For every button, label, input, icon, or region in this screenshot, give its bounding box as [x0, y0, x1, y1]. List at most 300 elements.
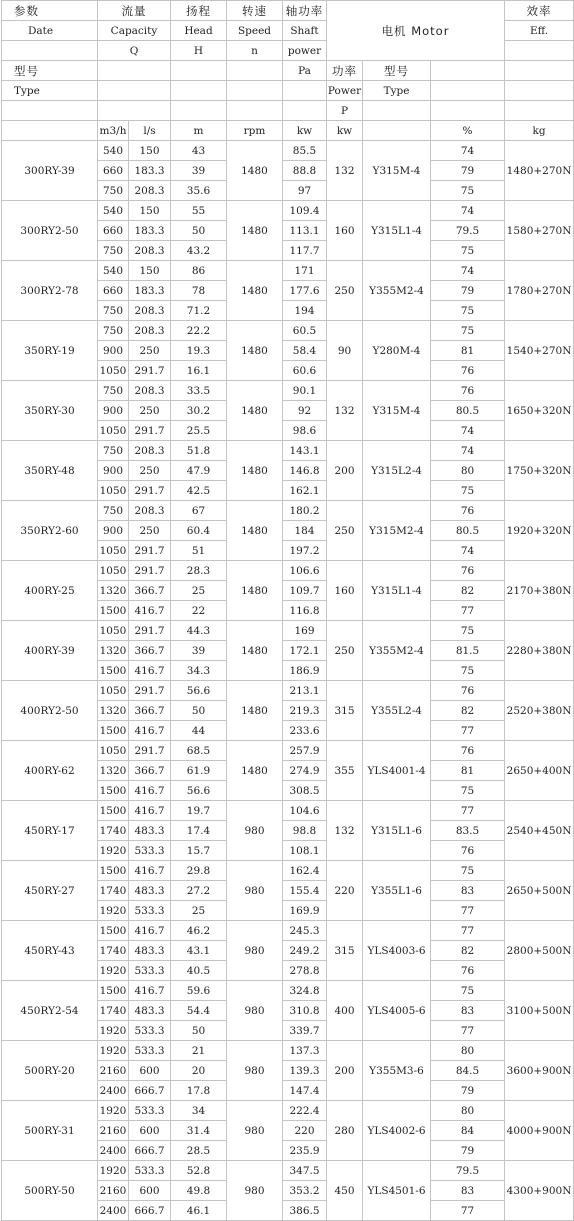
eff-en-header: Eff. — [505, 21, 574, 41]
shaft-power-cell: 386.5 — [283, 1201, 327, 1221]
efficiency-cell: 80 — [431, 1041, 505, 1061]
efficiency-cell: 74 — [431, 441, 505, 461]
flow-m3h-cell: 540 — [98, 201, 129, 221]
shaft-power-cell: 177.6 — [283, 281, 327, 301]
weight-cell: 1780+270N — [505, 261, 574, 321]
pump-model-cell: 300RY2-50 — [2, 201, 98, 261]
efficiency-cell: 76 — [431, 501, 505, 521]
blank-cell — [227, 61, 283, 81]
motor-type-cell: Y280M-4 — [363, 321, 431, 381]
motor-power-cell: 90 — [327, 321, 363, 381]
shaft-power-cell: 310.8 — [283, 1001, 327, 1021]
head-cell: 15.7 — [171, 841, 227, 861]
blank-cell — [431, 81, 505, 101]
motor-type-cell: Y315L1-6 — [363, 801, 431, 861]
flow-m3h-cell: 540 — [98, 141, 129, 161]
flow-ls-cell: 150 — [129, 201, 171, 221]
flow-ls-cell: 416.7 — [129, 921, 171, 941]
efficiency-cell: 74 — [431, 541, 505, 561]
blank-cell — [2, 101, 98, 121]
pump-model-cell: 450RY2-54 — [2, 981, 98, 1041]
head-cell: 44.3 — [171, 621, 227, 641]
power-cn-header: 功率 — [327, 61, 363, 81]
unit-kg: kg — [505, 121, 574, 141]
speed-cell: 980 — [227, 801, 283, 861]
efficiency-cell: 83 — [431, 881, 505, 901]
head-cell: 27.2 — [171, 881, 227, 901]
flow-ls-cell: 533.3 — [129, 961, 171, 981]
capacity-en-header: Capacity — [98, 21, 171, 41]
efficiency-cell: 79 — [431, 1141, 505, 1161]
motor-type-cell: Y355M3-6 — [363, 1041, 431, 1101]
weight-cell: 3600+900N — [505, 1041, 574, 1101]
efficiency-cell: 82 — [431, 581, 505, 601]
flow-m3h-cell: 1500 — [98, 801, 129, 821]
efficiency-cell: 81.5 — [431, 641, 505, 661]
blank-cell — [227, 81, 283, 101]
efficiency-cell: 75 — [431, 321, 505, 341]
speed-cell: 1480 — [227, 381, 283, 441]
head-cell: 39 — [171, 641, 227, 661]
shaft-power-cell: 98.6 — [283, 421, 327, 441]
unit-m3h: m3/h — [98, 121, 129, 141]
head-cell: 50 — [171, 1021, 227, 1041]
flow-ls-cell: 666.7 — [129, 1081, 171, 1101]
shaft-power-cell: 147.4 — [283, 1081, 327, 1101]
blank-cell — [98, 101, 171, 121]
flow-ls-cell: 416.7 — [129, 601, 171, 621]
speed-cell: 1480 — [227, 681, 283, 741]
flow-ls-cell: 291.7 — [129, 561, 171, 581]
speed-cell: 980 — [227, 1041, 283, 1101]
efficiency-cell: 76 — [431, 741, 505, 761]
flow-m3h-cell: 1500 — [98, 661, 129, 681]
table-row — [2, 981, 574, 1001]
head-cell: 71.2 — [171, 301, 227, 321]
weight-cell: 2280+380N — [505, 621, 574, 681]
shaft-power-cell: 197.2 — [283, 541, 327, 561]
weight-cell: 2170+380N — [505, 561, 574, 621]
flow-m3h-cell: 1050 — [98, 741, 129, 761]
table-row — [2, 1161, 574, 1181]
efficiency-cell: 74 — [431, 201, 505, 221]
speed-cn-header: 转速 — [227, 1, 283, 21]
flow-m3h-cell: 1740 — [98, 821, 129, 841]
flow-ls-cell: 150 — [129, 141, 171, 161]
flow-ls-cell: 666.7 — [129, 1201, 171, 1221]
flow-m3h-cell: 1920 — [98, 841, 129, 861]
blank-cell — [505, 61, 574, 81]
speed-cell: 980 — [227, 921, 283, 981]
flow-m3h-cell: 1320 — [98, 761, 129, 781]
flow-m3h-cell: 1500 — [98, 981, 129, 1001]
table-row — [2, 801, 574, 821]
table-row — [2, 741, 574, 761]
shaft-power-cell: 60.6 — [283, 361, 327, 381]
head-cell: 22 — [171, 601, 227, 621]
shaft-power-cell: 117.7 — [283, 241, 327, 261]
head-cell: 56.6 — [171, 681, 227, 701]
head-cell: 54.4 — [171, 1001, 227, 1021]
motor-power-cell: 132 — [327, 801, 363, 861]
motor-type-cell: Y315L1-4 — [363, 561, 431, 621]
efficiency-cell: 75 — [431, 301, 505, 321]
flow-ls-cell: 208.3 — [129, 181, 171, 201]
motor-type-cell: YLS4001-4 — [363, 741, 431, 801]
speed-cell: 980 — [227, 861, 283, 921]
power-en-header: Power — [327, 81, 363, 101]
date-en-header: Date — [2, 21, 98, 41]
head-cell: 49.8 — [171, 1181, 227, 1201]
flow-cn-header: 流量 — [98, 1, 171, 21]
flow-ls-cell: 183.3 — [129, 161, 171, 181]
pump-model-cell: 400RY-25 — [2, 561, 98, 621]
shaft-power-cell: 186.9 — [283, 661, 327, 681]
pump-model-cell: 500RY-31 — [2, 1101, 98, 1161]
table-row — [2, 261, 574, 281]
flow-m3h-cell: 660 — [98, 221, 129, 241]
motor-type-cell: Y315M2-4 — [363, 501, 431, 561]
weight-cell: 1540+270N — [505, 321, 574, 381]
shaft-power-cell: 109.4 — [283, 201, 327, 221]
head-cn-header: 扬程 — [171, 1, 227, 21]
eff-cn-header: 效率 — [505, 1, 574, 21]
flow-ls-cell: 208.3 — [129, 301, 171, 321]
head-cell: 17.8 — [171, 1081, 227, 1101]
head-cell: 17.4 — [171, 821, 227, 841]
flow-m3h-cell: 1320 — [98, 641, 129, 661]
efficiency-cell: 76 — [431, 561, 505, 581]
motor-power-cell: 250 — [327, 621, 363, 681]
head-cell: 22.2 — [171, 321, 227, 341]
weight-cell: 2520+380N — [505, 681, 574, 741]
unit-rpm: rpm — [227, 121, 283, 141]
motor-type-cell: YLS4501-6 — [363, 1161, 431, 1221]
flow-m3h-cell: 1500 — [98, 861, 129, 881]
head-cell: 52.8 — [171, 1161, 227, 1181]
speed-cell: 1480 — [227, 201, 283, 261]
flow-m3h-cell: 1050 — [98, 421, 129, 441]
unit-percent: % — [431, 121, 505, 141]
weight-cell: 1750+320N — [505, 441, 574, 501]
spec-table-body — [2, 1, 574, 1221]
efficiency-cell: 75 — [431, 481, 505, 501]
flow-ls-cell: 483.3 — [129, 881, 171, 901]
shaft-power-cell: 108.1 — [283, 841, 327, 861]
flow-ls-cell: 250 — [129, 461, 171, 481]
flow-ls-cell: 291.7 — [129, 621, 171, 641]
flow-ls-cell: 208.3 — [129, 441, 171, 461]
n-symbol: n — [227, 41, 283, 61]
motor-power-cell: 160 — [327, 561, 363, 621]
flow-ls-cell: 600 — [129, 1181, 171, 1201]
flow-m3h-cell: 1740 — [98, 881, 129, 901]
speed-cell: 980 — [227, 1101, 283, 1161]
table-row — [2, 921, 574, 941]
head-cell: 51.8 — [171, 441, 227, 461]
head-cell: 44 — [171, 721, 227, 741]
blank-cell — [98, 61, 171, 81]
efficiency-cell: 83.5 — [431, 821, 505, 841]
flow-m3h-cell: 1320 — [98, 581, 129, 601]
head-cell: 16.1 — [171, 361, 227, 381]
flow-ls-cell: 208.3 — [129, 321, 171, 341]
flow-m3h-cell: 750 — [98, 381, 129, 401]
blank-cell — [2, 121, 98, 141]
flow-m3h-cell: 540 — [98, 261, 129, 281]
shaft-power-cell: 219.3 — [283, 701, 327, 721]
head-cell: 86 — [171, 261, 227, 281]
efficiency-cell: 75 — [431, 661, 505, 681]
speed-cell: 980 — [227, 981, 283, 1041]
head-cell: 19.3 — [171, 341, 227, 361]
unit-m: m — [171, 121, 227, 141]
flow-m3h-cell: 1050 — [98, 541, 129, 561]
efficiency-cell: 77 — [431, 801, 505, 821]
blank-cell — [283, 81, 327, 101]
motor-header: 电机 Motor — [327, 1, 505, 61]
head-cell: 28.5 — [171, 1141, 227, 1161]
table-row — [2, 561, 574, 581]
shaft-power-cell: 116.8 — [283, 601, 327, 621]
flow-m3h-cell: 1920 — [98, 1101, 129, 1121]
flow-m3h-cell: 750 — [98, 181, 129, 201]
flow-ls-cell: 366.7 — [129, 581, 171, 601]
shaft-en-header: Shaft — [283, 21, 327, 41]
table-row — [2, 321, 574, 341]
head-cell: 19.7 — [171, 801, 227, 821]
motor-type-cell: Y315L2-4 — [363, 441, 431, 501]
pump-model-cell: 350RY2-60 — [2, 501, 98, 561]
weight-cell: 3100+500N — [505, 981, 574, 1041]
efficiency-cell: 75 — [431, 181, 505, 201]
flow-ls-cell: 208.3 — [129, 241, 171, 261]
flow-m3h-cell: 1500 — [98, 721, 129, 741]
type-cn-header: 型号 — [2, 61, 98, 81]
motor-type-cell: Y355L1-6 — [363, 861, 431, 921]
head-cell: 39 — [171, 161, 227, 181]
table-row — [2, 381, 574, 401]
blank-cell — [227, 101, 283, 121]
blank-cell — [171, 101, 227, 121]
shaft-power-cell: 233.6 — [283, 721, 327, 741]
flow-m3h-cell: 1920 — [98, 901, 129, 921]
head-cell: 28.3 — [171, 561, 227, 581]
weight-cell: 2540+450N — [505, 801, 574, 861]
flow-m3h-cell: 1050 — [98, 481, 129, 501]
weight-cell: 1580+270N — [505, 201, 574, 261]
shaft-power-cell: 92 — [283, 401, 327, 421]
pump-spec-table — [1, 0, 574, 1221]
speed-cell: 980 — [227, 1161, 283, 1221]
weight-cell: 2650+400N — [505, 741, 574, 801]
efficiency-cell: 77 — [431, 601, 505, 621]
param-cn-header: 参数 — [2, 1, 98, 21]
flow-ls-cell: 533.3 — [129, 901, 171, 921]
shaft-power-cell: 106.6 — [283, 561, 327, 581]
efficiency-cell: 76 — [431, 961, 505, 981]
pump-model-cell: 400RY2-50 — [2, 681, 98, 741]
flow-ls-cell: 366.7 — [129, 701, 171, 721]
motor-power-cell: 220 — [327, 861, 363, 921]
flow-m3h-cell: 2400 — [98, 1141, 129, 1161]
flow-m3h-cell: 900 — [98, 521, 129, 541]
motor-power-cell: 450 — [327, 1161, 363, 1221]
flow-m3h-cell: 1500 — [98, 601, 129, 621]
blank-cell — [171, 61, 227, 81]
pump-model-cell: 450RY-17 — [2, 801, 98, 861]
unit-row — [2, 121, 574, 141]
blank-cell — [171, 81, 227, 101]
efficiency-cell: 84.5 — [431, 1061, 505, 1081]
weight-cell: 4000+900N — [505, 1101, 574, 1161]
head-cell: 67 — [171, 501, 227, 521]
efficiency-cell: 75 — [431, 621, 505, 641]
pump-model-cell: 400RY-62 — [2, 741, 98, 801]
flow-ls-cell: 291.7 — [129, 421, 171, 441]
flow-ls-cell: 291.7 — [129, 361, 171, 381]
flow-ls-cell: 250 — [129, 341, 171, 361]
head-cell: 51 — [171, 541, 227, 561]
efficiency-cell: 79.5 — [431, 1161, 505, 1181]
table-row — [2, 1101, 574, 1121]
flow-ls-cell: 533.3 — [129, 841, 171, 861]
blank-cell — [363, 121, 431, 141]
head-cell: 47.9 — [171, 461, 227, 481]
flow-m3h-cell: 1920 — [98, 961, 129, 981]
shaft-power-cell: 146.8 — [283, 461, 327, 481]
flow-m3h-cell: 1500 — [98, 781, 129, 801]
blank-cell — [431, 61, 505, 81]
flow-ls-cell: 150 — [129, 261, 171, 281]
shaft-power-cell: 169 — [283, 621, 327, 641]
flow-m3h-cell: 900 — [98, 341, 129, 361]
head-cell: 29.8 — [171, 861, 227, 881]
speed-cell: 1480 — [227, 501, 283, 561]
header-row-4 — [2, 61, 574, 81]
efficiency-cell: 77 — [431, 1201, 505, 1221]
table-row — [2, 861, 574, 881]
head-cell: 56.6 — [171, 781, 227, 801]
flow-m3h-cell: 900 — [98, 461, 129, 481]
efficiency-cell: 80 — [431, 1101, 505, 1121]
blank-cell — [431, 101, 505, 121]
flow-ls-cell: 366.7 — [129, 641, 171, 661]
flow-ls-cell: 208.3 — [129, 381, 171, 401]
pa-symbol: Pa — [283, 61, 327, 81]
shaft-power-cell: 137.3 — [283, 1041, 327, 1061]
shaft-power-cell: 85.5 — [283, 141, 327, 161]
flow-m3h-cell: 2400 — [98, 1081, 129, 1101]
efficiency-cell: 81 — [431, 341, 505, 361]
motor-power-cell: 200 — [327, 441, 363, 501]
speed-cell: 1480 — [227, 321, 283, 381]
motor-type-cell: Y315M-4 — [363, 381, 431, 441]
head-cell: 20 — [171, 1061, 227, 1081]
flow-m3h-cell: 1320 — [98, 701, 129, 721]
shaft-power-cell: 220 — [283, 1121, 327, 1141]
flow-ls-cell: 483.3 — [129, 821, 171, 841]
efficiency-cell: 77 — [431, 1021, 505, 1041]
flow-m3h-cell: 900 — [98, 401, 129, 421]
flow-m3h-cell: 2160 — [98, 1061, 129, 1081]
weight-cell: 2800+500N — [505, 921, 574, 981]
shaft-power-cell: 339.7 — [283, 1021, 327, 1041]
pump-model-cell: 500RY-20 — [2, 1041, 98, 1101]
motor-type-en-header: Type — [363, 81, 431, 101]
weight-cell: 1920+320N — [505, 501, 574, 561]
flow-ls-cell: 183.3 — [129, 221, 171, 241]
unit-kw-motor: kw — [327, 121, 363, 141]
flow-ls-cell: 416.7 — [129, 661, 171, 681]
flow-ls-cell: 183.3 — [129, 281, 171, 301]
flow-ls-cell: 666.7 — [129, 1141, 171, 1161]
efficiency-cell: 74 — [431, 261, 505, 281]
flow-ls-cell: 250 — [129, 521, 171, 541]
flow-ls-cell: 416.7 — [129, 801, 171, 821]
flow-ls-cell: 600 — [129, 1061, 171, 1081]
head-cell: 21 — [171, 1041, 227, 1061]
flow-m3h-cell: 1740 — [98, 941, 129, 961]
shaft-power-cell: 257.9 — [283, 741, 327, 761]
pump-model-cell: 450RY-43 — [2, 921, 98, 981]
head-cell: 25 — [171, 581, 227, 601]
motor-power-cell: 160 — [327, 201, 363, 261]
head-cell: 42.5 — [171, 481, 227, 501]
shaft-power-cell: 308.5 — [283, 781, 327, 801]
shaft-power-cell: 235.9 — [283, 1141, 327, 1161]
head-cell: 34 — [171, 1101, 227, 1121]
shaft-power-cell: 104.6 — [283, 801, 327, 821]
pump-model-cell: 400RY-39 — [2, 621, 98, 681]
shaft-power-cell: 88.8 — [283, 161, 327, 181]
motor-power-cell: 250 — [327, 261, 363, 321]
motor-power-cell: 315 — [327, 921, 363, 981]
head-cell: 46.1 — [171, 1201, 227, 1221]
shaft-power-cell: 180.2 — [283, 501, 327, 521]
header-row-1 — [2, 1, 574, 21]
pump-model-cell: 350RY-30 — [2, 381, 98, 441]
table-row — [2, 621, 574, 641]
shaft-power-cell: 353.2 — [283, 1181, 327, 1201]
head-cell: 46.2 — [171, 921, 227, 941]
shaft-power-cell: 169.9 — [283, 901, 327, 921]
motor-type-cell: Y355M2-4 — [363, 261, 431, 321]
motor-power-cell: 400 — [327, 981, 363, 1041]
head-cell: 40.5 — [171, 961, 227, 981]
shaft-power-cell: 171 — [283, 261, 327, 281]
flow-m3h-cell: 750 — [98, 501, 129, 521]
flow-m3h-cell: 660 — [98, 161, 129, 181]
flow-ls-cell: 250 — [129, 401, 171, 421]
shaft-power-cell: 139.3 — [283, 1061, 327, 1081]
motor-type-cell: YLS4002-6 — [363, 1101, 431, 1161]
head-cell: 50 — [171, 701, 227, 721]
efficiency-cell: 75 — [431, 981, 505, 1001]
head-cell: 60.4 — [171, 521, 227, 541]
head-cell: 78 — [171, 281, 227, 301]
speed-cell: 1480 — [227, 741, 283, 801]
efficiency-cell: 83 — [431, 1001, 505, 1021]
efficiency-cell: 82 — [431, 701, 505, 721]
blank-cell — [505, 41, 574, 61]
efficiency-cell: 79.5 — [431, 221, 505, 241]
flow-m3h-cell: 1920 — [98, 1041, 129, 1061]
flow-m3h-cell: 2160 — [98, 1121, 129, 1141]
flow-ls-cell: 291.7 — [129, 541, 171, 561]
shaft-power-cell: 109.7 — [283, 581, 327, 601]
flow-m3h-cell: 1050 — [98, 621, 129, 641]
